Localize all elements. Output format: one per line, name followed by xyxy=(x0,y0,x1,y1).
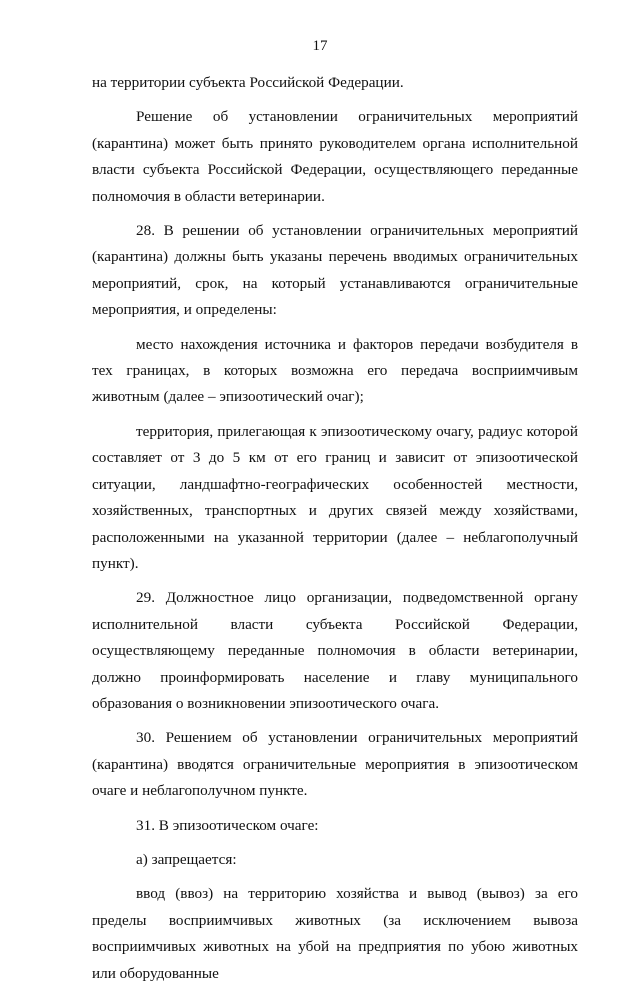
page-number: 17 xyxy=(312,38,328,54)
paragraph-epizootic-focus: место нахождения источника и факторов передачи возбудителя в тех границах, в которых возможна его передача восприимчивым животным (далее – эпизоотический очаг); xyxy=(92,335,578,406)
paragraph-29: 29. Должностное лицо организации, подведомственной органу исполнительной власти субъекта Российской Федерации, осуществляющему переданные полномочия в области ветеринарии, должно проинформировать население и главу муниципального образования о возникновении эпизоотического очага. xyxy=(92,589,578,712)
paragraph-import-export: ввод (ввоз) на территорию хозяйства и вывод (вывоз) за его пределы восприимчивых животных (за исключением вывоза восприимчивых животных на убой на предприятия по убою животных или оборудованные xyxy=(92,885,578,982)
paragraph-30: 30. Решением об установлении ограничительных мероприятий (карантина) вводятся ограничительные мероприятия в эпизоотическом очаге и неблагополучном пункте. xyxy=(92,729,578,800)
paragraph-quarantine-decision: Решение об установлении ограничительных мероприятий (карантина) может быть принято руководителем органа исполнительной власти субъекта Российской Федерации, осуществляющего переданные полномочия в области ветеринарии. xyxy=(92,108,578,205)
paragraph-28: 28. В решении об установлении ограничительных мероприятий (карантина) должны быть указаны перечень вводимых ограничительных мероприятий, срок, на который устанавливаются ограничительные мероприятия, и определены: xyxy=(92,222,578,319)
paragraph-31a: а) запрещается: xyxy=(136,850,237,868)
paragraph-unfavorable-point: территория, прилегающая к эпизоотическому очагу, радиус которой составляет от 3 до 5 км от его границ и зависит от эпизоотической ситуации, ландшафтно-географических особенностей местности, хозяйственных, транспортных и других связей между хозяйствами, расположенными на указанной территории (далее – неблагополучный пункт). xyxy=(92,422,578,572)
paragraph-31: 31. В эпизоотическом очаге: xyxy=(136,816,319,834)
document-body xyxy=(92,70,578,995)
paragraph-continuation: на территории субъекта Российской Федерации. xyxy=(92,74,404,91)
